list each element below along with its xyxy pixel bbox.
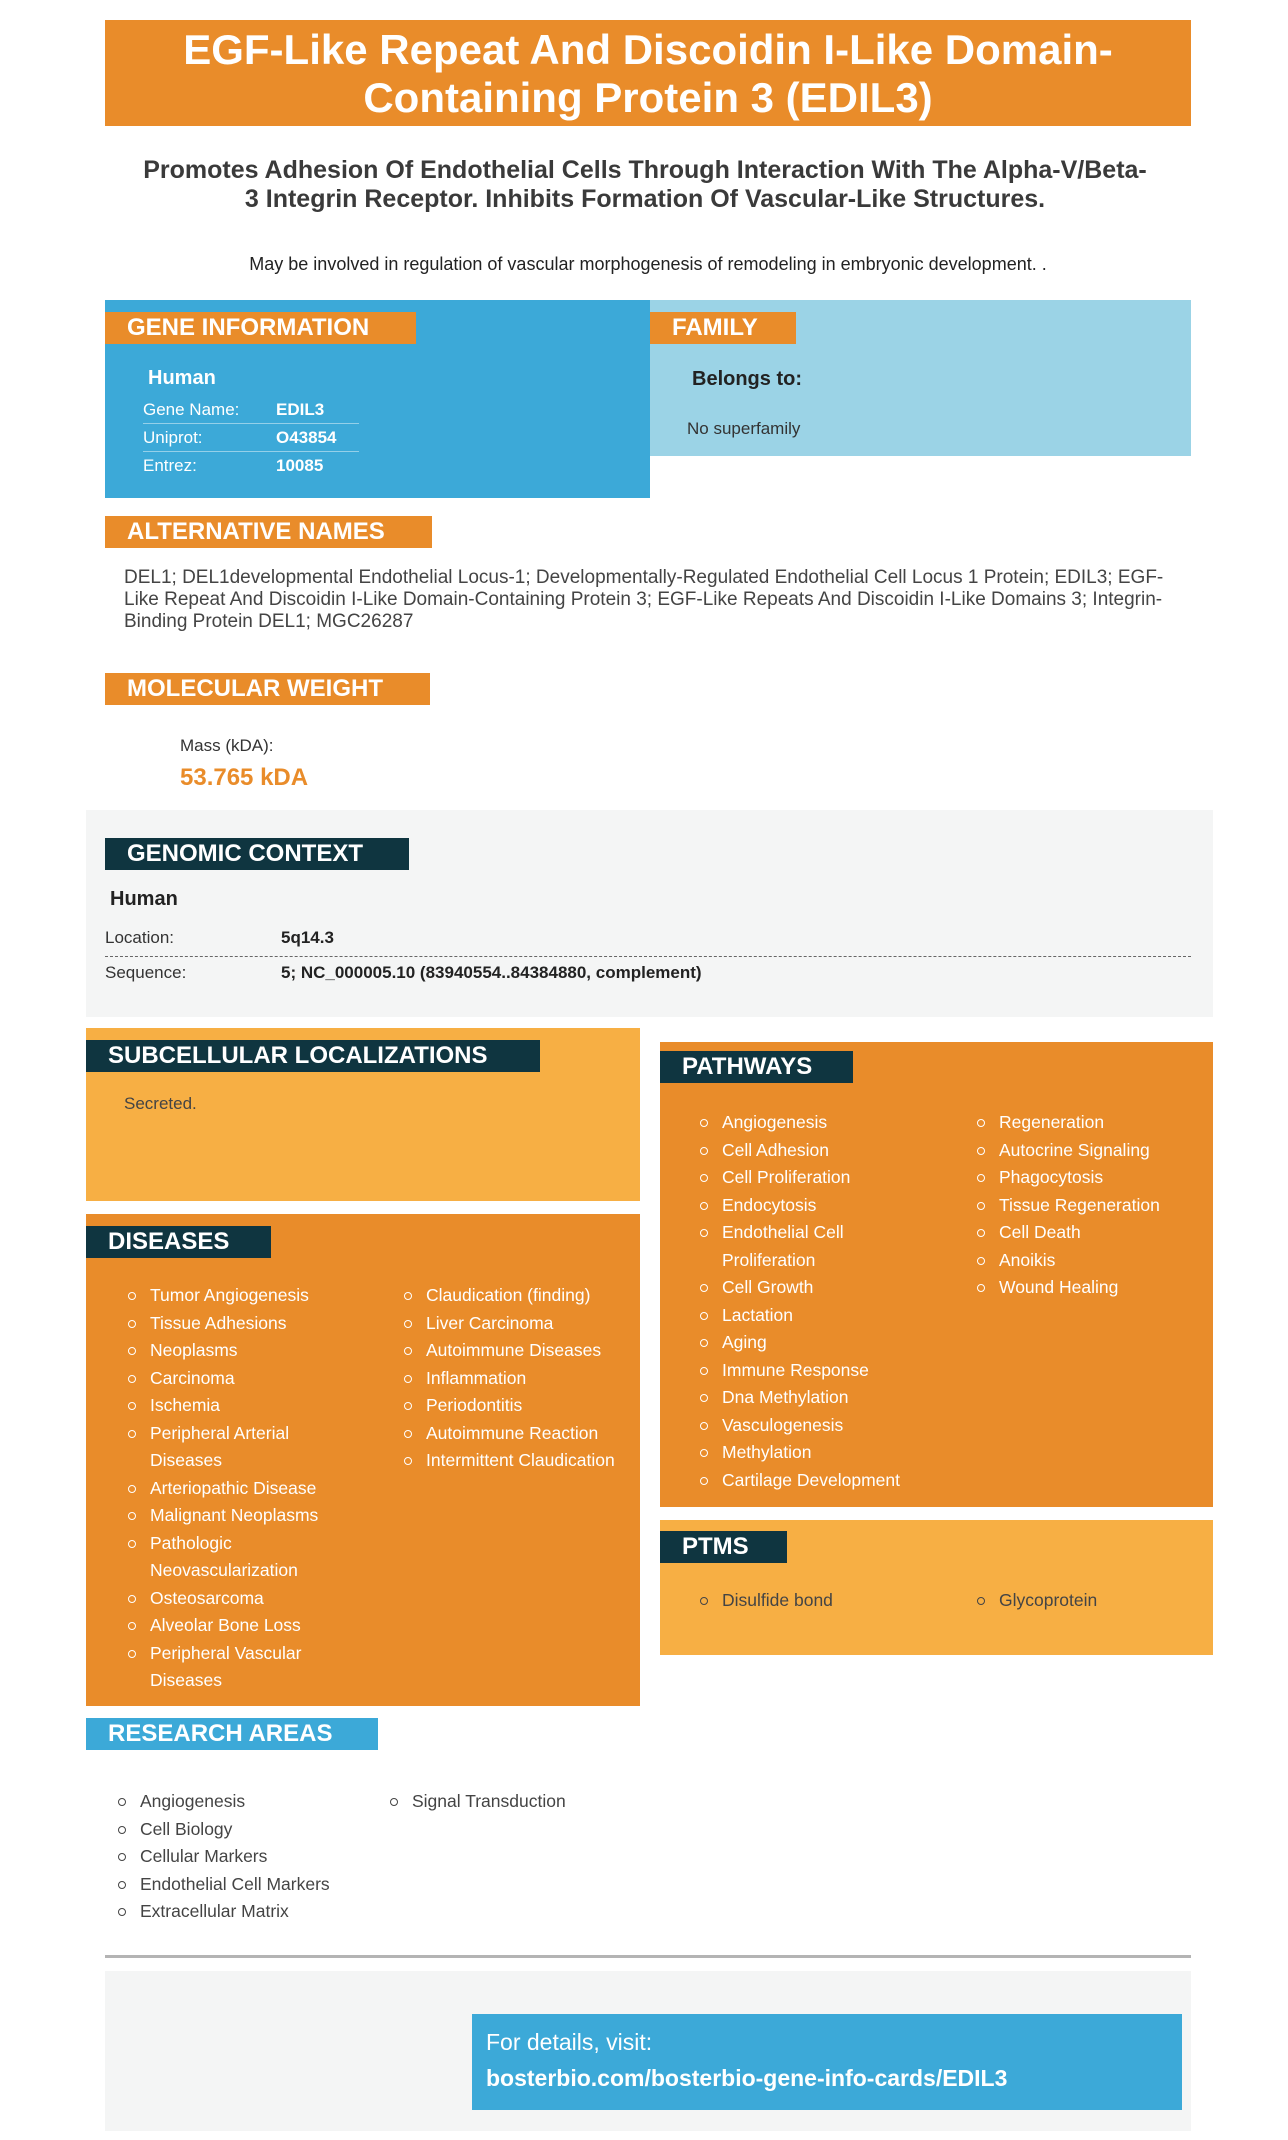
disease-item: Peripheral Arterial Diseases [124,1420,324,1475]
ptms-list-col1 [696,1587,946,1615]
details-callout [472,2014,1182,2110]
disease-item: Malignant Neoplasms [124,1502,324,1530]
research-areas-list-col2 [386,1788,646,1816]
genomic-context-heading: GENOMIC CONTEXT [105,838,409,870]
research-area-item: Cell Biology [114,1816,374,1844]
pathway-item: Cartilage Development [696,1467,908,1495]
pathway-item: Dna Methylation [696,1384,908,1412]
pathway-item: Regeneration [973,1109,1208,1137]
uniprot-key: Uniprot: [143,428,203,447]
disease-item: Ischemia [124,1392,324,1420]
pathway-item: Aging [696,1329,908,1357]
research-areas-list-col1 [114,1788,374,1926]
location-label: Location: [105,928,174,947]
genomic-organism: Human [110,888,178,910]
diseases-heading: DISEASES [86,1226,271,1258]
pathway-item: Vasculogenesis [696,1412,908,1440]
pathway-item: Anoikis [973,1247,1208,1275]
disease-item: Autoimmune Diseases [400,1337,635,1365]
disease-item: Peripheral Vascular Diseases [124,1640,324,1695]
family-heading: FAMILY [650,312,796,344]
disease-item: Liver Carcinoma [400,1310,635,1338]
disease-item: Neoplasms [124,1337,324,1365]
disease-item: Osteosarcoma [124,1585,324,1613]
family-belongs-label: Belongs to: [692,368,802,390]
pathway-item: Endocytosis [696,1192,908,1220]
pathway-item: Cell Death [973,1219,1208,1247]
subcellular-text: Secreted. [124,1094,197,1113]
ptm-item: Glycoprotein [973,1587,1203,1615]
gene-name-value: EDIL3 [276,400,325,419]
research-area-item: Endothelial Cell Markers [114,1871,374,1899]
uniprot-value: O43854 [276,428,337,447]
details-intro: For details, visit: [486,2029,653,2055]
pathway-item: Lactation [696,1302,908,1330]
pathway-item: Tissue Regeneration [973,1192,1208,1220]
research-area-item: Signal Transduction [386,1788,646,1816]
protein-summary: May be involved in regulation of vascular morphogenesis of remodeling in embryonic development. . [249,254,1047,274]
pathways-heading: PATHWAYS [660,1051,853,1083]
disease-item: Periodontitis [400,1392,635,1420]
pathway-item: Cell Growth [696,1274,908,1302]
disease-item: Pathologic Neovascularization [124,1530,324,1585]
disease-item: Tumor Angiogenesis [124,1282,324,1310]
protein-function-subtitle: Promotes Adhesion Of Endothelial Cells Through Interaction With The Alpha-V/Beta-3 Integrin Receptor. Inhibits Formation Of Vascular-Like Structures. [143,156,1147,213]
footer-divider [105,1955,1191,1958]
pathway-item: Endothelial Cell Proliferation [696,1219,908,1274]
entrez-value: 10085 [276,456,324,475]
sequence-label: Sequence: [105,963,187,982]
research-area-item: Cellular Markers [114,1843,374,1871]
sequence-value: 5; NC_000005.10 (83940554..84384880, complement) [281,963,702,982]
disease-item: Autoimmune Reaction [400,1420,635,1448]
alternative-names-heading: ALTERNATIVE NAMES [105,516,432,548]
gene-organism: Human [148,367,216,389]
research-areas-heading: RESEARCH AREAS [86,1718,378,1750]
location-value: 5q14.3 [281,928,334,947]
disease-item: Claudication (finding) [400,1282,635,1310]
pathways-list-col1 [696,1109,908,1494]
disease-item: Intermittent Claudication [400,1447,635,1475]
uniprot-row [143,424,359,452]
family-value: No superfamily [687,419,801,438]
mass-label: Mass (kDA): [180,736,274,755]
gene-name-row [143,396,359,424]
disease-item: Tissue Adhesions [124,1310,324,1338]
gene-information-heading: GENE INFORMATION [105,312,416,344]
diseases-list-col1 [124,1282,324,1695]
pathway-item: Autocrine Signaling [973,1137,1208,1165]
gene-name-key: Gene Name: [143,400,240,419]
genomic-divider [105,956,1191,957]
research-area-item: Angiogenesis [114,1788,374,1816]
disease-item: Alveolar Bone Loss [124,1612,324,1640]
pathway-item: Cell Adhesion [696,1137,908,1165]
diseases-list-col2 [400,1282,635,1475]
details-link[interactable]: bosterbio.com/bosterbio-gene-info-cards/EDIL3 [486,2065,1008,2091]
molecular-weight-heading: MOLECULAR WEIGHT [105,673,430,705]
disease-item: Arteriopathic Disease [124,1475,324,1503]
pathway-item: Phagocytosis [973,1164,1208,1192]
entrez-row [143,452,359,480]
ptms-list-col2 [973,1587,1203,1615]
alternative-names-text: DEL1; DEL1developmental Endothelial Locus-1; Developmentally-Regulated Endothelial Cell Locus 1 Protein; EDIL3; EGF-Like Repeat And Discoidin I-Like Domain-Containing Protein 3; EGF-Like Repeats And Discoidin I-Like Domains 3; Integrin-Binding Protein DEL1; MGC26287 [124,567,1164,632]
pathway-item: Wound Healing [973,1274,1208,1302]
pathway-item: Cell Proliferation [696,1164,908,1192]
ptms-heading: PTMS [660,1531,787,1563]
pathway-item: Immune Response [696,1357,908,1385]
ptm-item: Disulfide bond [696,1587,946,1615]
pathway-item: Angiogenesis [696,1109,908,1137]
pathway-item: Methylation [696,1439,908,1467]
mass-value: 53.765 kDA [180,764,309,791]
disease-item: Inflammation [400,1365,635,1393]
entrez-key: Entrez: [143,456,197,475]
page-title: EGF-Like Repeat And Discoidin I-Like Domain-Containing Protein 3 (EDIL3) [105,20,1191,126]
disease-item: Carcinoma [124,1365,324,1393]
pathways-list-col2 [973,1109,1208,1302]
subcellular-heading: SUBCELLULAR LOCALIZATIONS [86,1040,540,1072]
research-area-item: Extracellular Matrix [114,1898,374,1926]
